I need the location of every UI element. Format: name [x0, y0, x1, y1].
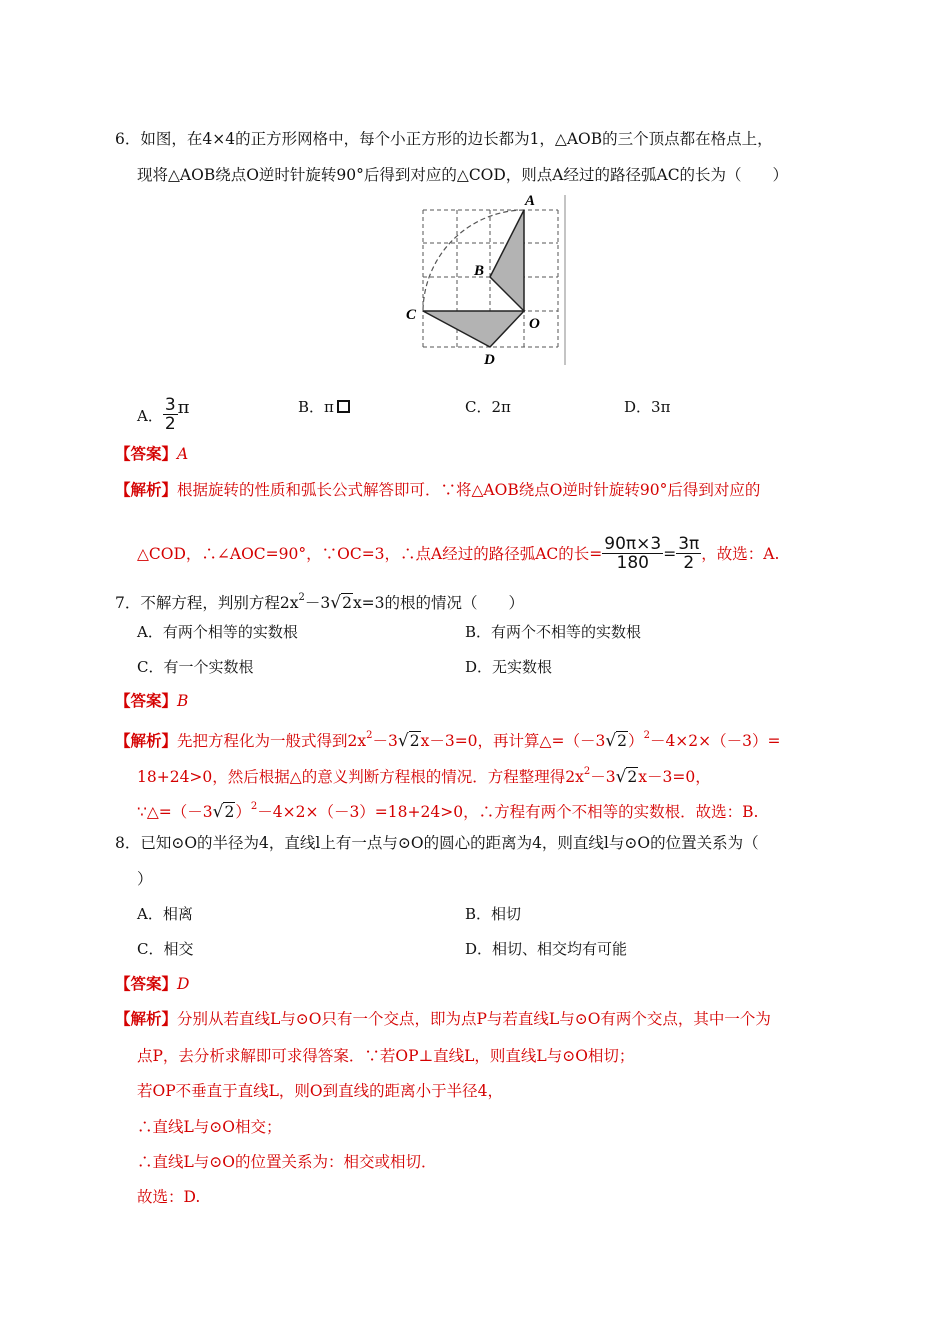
sqrt-symbol: √2: [605, 731, 628, 751]
radicand: 2: [224, 803, 235, 821]
q7-option-c: C．有一个实数根: [137, 658, 254, 676]
q6-option-a: [137, 396, 190, 433]
superscript: 2: [366, 730, 373, 741]
analysis-tag: 【解析】: [115, 480, 178, 499]
q6-option-d: D．3π: [624, 398, 671, 416]
fraction-2: [676, 535, 701, 572]
stem-text: －3: [304, 594, 331, 612]
q8-analysis-line3: 若OP不垂直于直线L，则O到直线的距离小于半径4，: [137, 1082, 503, 1100]
analysis-text: －3: [372, 732, 398, 750]
radicand: 2: [617, 732, 628, 750]
analysis-text: x－3=0，再计算△=（－3: [420, 732, 606, 750]
option-a-den: 2: [164, 414, 176, 434]
option-a-pi: π: [177, 397, 190, 418]
superscript: 2: [583, 766, 591, 777]
option-a-num: 3: [164, 395, 176, 415]
analysis-text: －4×2×（－3）=: [649, 732, 781, 750]
q6-stem-line2: 现将△AOB绕点O逆时针旋转90°后得到对应的△COD，则点A经过的路径弧AC的长为（ ）: [137, 166, 789, 184]
q8-answer: [115, 974, 189, 994]
q7-analysis-line3: [137, 797, 758, 822]
q6-option-b: [298, 397, 350, 417]
analysis-text: ∵△=（－3: [137, 803, 213, 821]
option-b-text: B．π: [298, 398, 334, 416]
q8-option-a: A．相离: [137, 905, 193, 923]
square-box-icon: [337, 400, 350, 413]
analysis-text: 根据旋转的性质和弧长公式解答即可．∵将△AOB绕点O逆时针旋转90°后得到对应的: [177, 481, 761, 499]
answer-tag: 【答案】: [115, 691, 178, 710]
superscript: 2: [298, 592, 305, 603]
q8-analysis-line5: ∴直线L与⊙O的位置关系为：相交或相切．: [137, 1153, 437, 1171]
triangle-cod: [423, 311, 524, 347]
analysis-tag: 【解析】: [115, 731, 178, 750]
analysis-text: －4×2×（－3）=18+24>0，∴方程有两个不相等的实数根．故选：B.: [257, 803, 759, 821]
q7-option-a: A．有两个相等的实数根: [137, 623, 298, 641]
q7-option-d: D．无实数根: [465, 658, 553, 676]
sqrt-symbol: √2: [330, 593, 352, 613]
radicand: 2: [627, 768, 638, 786]
frac1-num: 90π×3: [604, 534, 662, 554]
label-a: A: [525, 193, 536, 209]
q7-answer: [115, 691, 188, 711]
label-o: O: [529, 316, 540, 332]
q6-option-c: C．2π: [465, 398, 511, 416]
q7-analysis-line2: [137, 762, 711, 787]
answer-tag: 【答案】: [115, 974, 178, 993]
q8-option-b: B．相切: [465, 905, 522, 923]
superscript: 2: [643, 730, 650, 741]
analysis-text: 18+24>0，然后根据△的意义判断方程根的情况．方程整理得2x: [137, 768, 584, 786]
q7-stem: [115, 588, 524, 613]
fraction-1: [602, 535, 663, 572]
superscript: 2: [250, 801, 258, 812]
option-a-label: A．: [137, 407, 163, 425]
q6-analysis-line2: [137, 535, 779, 572]
analysis-text: x－3=0，: [638, 768, 711, 786]
analysis-text: －3: [590, 768, 616, 786]
sqrt-symbol: √2: [615, 767, 638, 787]
frac1-den: 180: [602, 553, 663, 572]
analysis-text: ）: [628, 732, 644, 750]
radicand: 2: [409, 732, 420, 750]
frac2-den: 2: [676, 553, 701, 572]
sqrt-symbol: √2: [212, 802, 235, 822]
analysis-tag: 【解析】: [115, 1009, 178, 1028]
q8-analysis-line6: 故选：D.: [137, 1188, 201, 1206]
q8-stem-line1: 8．已知⊙O的半径为4，直线l上有一点与⊙O的圆心的距离为4，则直线l与⊙O的位置关系为（: [115, 834, 759, 852]
analysis-text: ）: [235, 803, 251, 821]
label-d: D: [484, 352, 495, 368]
stem-text: x=3的根的情况（ ）: [352, 594, 525, 612]
stem-text: 7．不解方程，判别方程2x: [115, 594, 299, 612]
analysis-text: 先把方程化为一般式得到2x: [177, 732, 367, 750]
q6-analysis-line1: [115, 480, 760, 500]
radicand: 2: [342, 594, 352, 612]
analysis-text: △COD，∴∠AOC=90°，∵OC=3，∴点A经过的路径弧AC的长=: [137, 545, 603, 563]
triangle-aob: [490, 210, 524, 311]
equals-sign: =: [663, 545, 677, 563]
q6-stem-line1: 6．如图，在4×4的正方形网格中，每个小正方形的边长都为1，△AOB的三个顶点都在格点上，: [115, 130, 773, 148]
answer-value: D: [177, 975, 190, 993]
q6-figure: [398, 190, 578, 370]
q8-option-c: C．相交: [137, 940, 194, 958]
q7-option-b: B．有两个不相等的实数根: [465, 623, 642, 641]
answer-value: B: [177, 692, 189, 710]
answer-tag: 【答案】: [115, 444, 178, 463]
analysis-text: 分别从若直线L与⊙O只有一个交点，即为点P与若直线L与⊙O有两个交点，其中一个为: [177, 1010, 771, 1028]
q6-answer: [115, 444, 188, 464]
answer-value: A: [177, 445, 189, 463]
q8-analysis-line4: ∴直线L与⊙O相交；: [137, 1118, 282, 1136]
q7-analysis-line1: [115, 726, 781, 751]
frac2-num: 3π: [678, 534, 700, 554]
label-c: C: [406, 307, 417, 323]
q8-analysis-line2: 点P，去分析求解即可求得答案．∵若OP⊥直线L，则直线L与⊙O相切；: [137, 1047, 635, 1065]
analysis-text: ，故选：A.: [701, 545, 780, 563]
q8-option-d: D．相切、相交均有可能: [465, 940, 628, 958]
q8-stem-line2: ）: [137, 870, 153, 888]
q8-analysis-line1: [115, 1009, 771, 1029]
label-b: B: [474, 263, 485, 279]
sqrt-symbol: √2: [397, 731, 420, 751]
